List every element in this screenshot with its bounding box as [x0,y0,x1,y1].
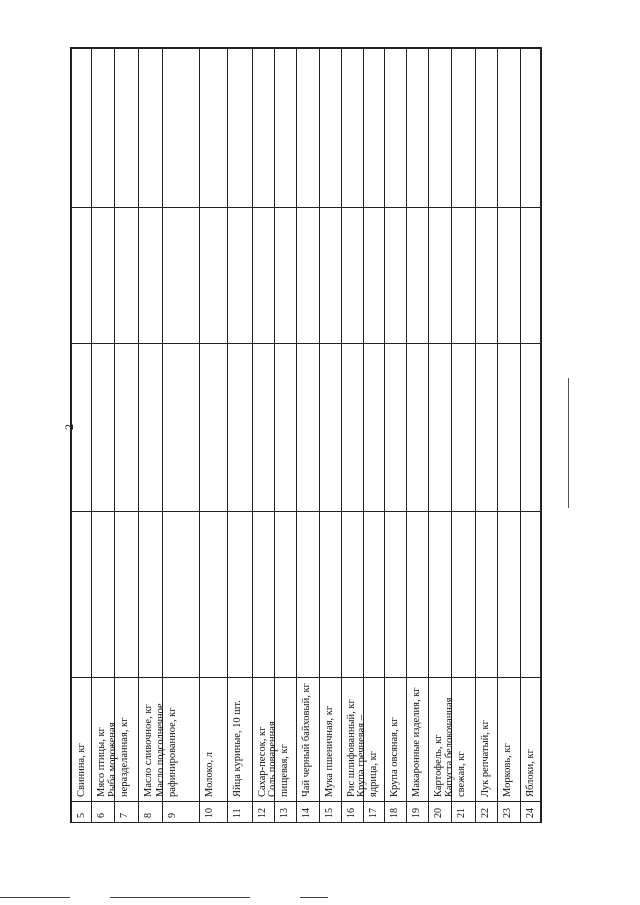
empty-cell [406,208,428,344]
empty-cell [163,344,200,512]
empty-cell [364,49,384,208]
footer-line [300,897,328,898]
table-band [72,344,541,512]
empty-cell [252,49,274,208]
empty-cell [520,512,540,678]
item-name: Макаронные изделия, кг [410,687,422,797]
footer-line [110,897,250,898]
item-number: 13 [278,808,290,818]
empty-cell [429,344,451,512]
empty-cell [319,49,341,208]
empty-cell [451,208,475,344]
item-name-cell [475,678,497,802]
empty-cell [451,49,475,208]
item-name: Рыба мороженая неразделанная, кг [106,717,130,797]
empty-cell [138,208,162,344]
empty-cell [520,49,540,208]
item-number-cell [72,802,92,823]
empty-cell [92,208,114,344]
document-table [70,47,542,823]
empty-cell [498,512,520,678]
empty-cell [199,49,227,208]
empty-cell [274,49,296,208]
item-number: 9 [167,813,179,818]
empty-cell [406,512,428,678]
item-name: Мясо птицы, кг [96,727,108,797]
item-name: Чай черный байховый, кг [301,683,313,797]
item-name-cell [228,678,252,802]
item-name: Свинина, кг [76,743,87,797]
item-name: Молоко, л [203,752,215,797]
item-number-cell [297,802,319,823]
item-name-cell [155,678,200,802]
item-name-cell [106,678,138,802]
item-number: 20 [433,808,445,818]
item-number-cell [319,802,341,823]
table-band [72,512,541,678]
empty-cell [92,344,114,512]
item-name: Капуста белокочанная свежая, кг [443,697,467,797]
empty-cell [297,512,319,678]
item-name: Яблоки, кг [524,749,536,797]
item-number: 18 [388,808,400,818]
item-number-cell [163,802,200,823]
empty-cell [384,49,406,208]
empty-cell [114,344,138,512]
item-name: Масло сливочное, кг [142,704,154,797]
item-number-cell [114,802,138,823]
item-number: 21 [455,808,467,818]
empty-cell [297,208,319,344]
item-number: 19 [410,808,422,818]
empty-cell [498,344,520,512]
item-name-cell [498,678,520,802]
empty-cell [72,344,92,512]
item-number-cell [341,802,363,823]
empty-cell [72,512,92,678]
item-number: 17 [368,808,380,818]
item-name: Морковь, кг [502,743,514,797]
empty-cell [498,208,520,344]
empty-cell [297,344,319,512]
item-name-cell [406,678,428,802]
empty-cell [384,344,406,512]
empty-cell [341,49,363,208]
empty-cell [475,512,497,678]
table-band [72,678,541,802]
item-name: Крупа гречневая – ядрица, кг [356,715,380,797]
item-name-cell [199,678,227,802]
empty-cell [92,512,114,678]
item-number: 24 [524,808,536,818]
empty-cell [274,512,296,678]
item-name: Соль поваренная пищевая, кг [266,721,290,797]
empty-cell [72,49,92,208]
empty-cell [406,49,428,208]
empty-cell [451,344,475,512]
item-name-cell [266,678,296,802]
empty-cell [520,344,540,512]
empty-cell [341,208,363,344]
item-name: Мука пшеничная, кг [323,705,335,797]
item-number: 15 [323,808,335,818]
item-number: 5 [76,813,87,818]
footer-line [0,897,70,898]
empty-cell [341,512,363,678]
empty-cell [163,512,200,678]
item-name-cell [297,678,319,802]
empty-cell [163,49,200,208]
item-name: Крупа овсяная, кг [388,717,400,797]
empty-cell [274,208,296,344]
empty-cell [384,512,406,678]
empty-cell [138,49,162,208]
empty-cell [429,208,451,344]
empty-cell [199,344,227,512]
item-number: 23 [502,808,514,818]
item-name: Масло подсолнечное рафинированное, кг [155,703,179,797]
item-name-cell [356,678,384,802]
table-band [72,208,541,344]
empty-cell [364,512,384,678]
item-number-cell [475,802,497,823]
empty-cell [384,208,406,344]
empty-cell [451,512,475,678]
item-number: 12 [256,808,268,818]
item-number: 11 [232,808,244,818]
empty-cell [364,344,384,512]
empty-cell [520,208,540,344]
item-name-cell [384,678,406,802]
item-number-cell [406,802,428,823]
empty-cell [228,208,252,344]
separator-line [568,378,569,508]
item-number: 16 [345,808,357,818]
empty-cell [429,512,451,678]
item-number-cell [138,802,162,823]
empty-cell [252,208,274,344]
table-band [72,49,541,208]
item-name: Картофель, кг [433,734,445,797]
item-name-cell [520,678,540,802]
item-number: 6 [96,813,108,818]
empty-cell [297,49,319,208]
empty-cell [252,512,274,678]
item-name: Сахар-песок, кг [256,726,268,797]
item-name-cell [319,678,341,802]
item-number-cell [520,802,540,823]
item-number: 7 [118,813,130,818]
item-number: 10 [203,808,215,818]
item-name: Рис шлифованный, кг [345,699,357,797]
empty-cell [364,208,384,344]
item-number-cell [429,802,451,823]
empty-cell [114,49,138,208]
empty-cell [114,512,138,678]
empty-cell [228,49,252,208]
item-number-cell [199,802,227,823]
item-number-cell [228,802,252,823]
empty-cell [429,49,451,208]
empty-cell [199,208,227,344]
page-number: 2 [62,424,76,430]
item-name-cell [72,678,92,802]
empty-cell [199,512,227,678]
item-number: 8 [142,813,154,818]
item-number-cell [498,802,520,823]
item-number: 22 [479,808,491,818]
table-band [72,802,541,823]
empty-cell [475,344,497,512]
empty-cell [72,208,92,344]
empty-cell [475,208,497,344]
item-number-cell [252,802,274,823]
item-name: Лук репчатый, кг [479,720,491,797]
empty-cell [228,344,252,512]
empty-cell [114,208,138,344]
item-number-cell [384,802,406,823]
empty-cell [341,344,363,512]
empty-cell [138,512,162,678]
empty-cell [92,49,114,208]
item-name-cell [443,678,475,802]
item-number-cell [274,802,296,823]
empty-cell [319,512,341,678]
empty-cell [163,208,200,344]
item-number-cell [451,802,475,823]
empty-cell [274,344,296,512]
empty-cell [228,512,252,678]
empty-cell [138,344,162,512]
empty-cell [319,208,341,344]
empty-cell [406,344,428,512]
empty-cell [475,49,497,208]
empty-cell [498,49,520,208]
item-number-cell [364,802,384,823]
empty-cell [319,344,341,512]
item-name: Яйца куриные, 10 шт. [232,700,244,797]
item-number-cell [92,802,114,823]
item-number: 14 [301,808,313,818]
empty-cell [252,344,274,512]
